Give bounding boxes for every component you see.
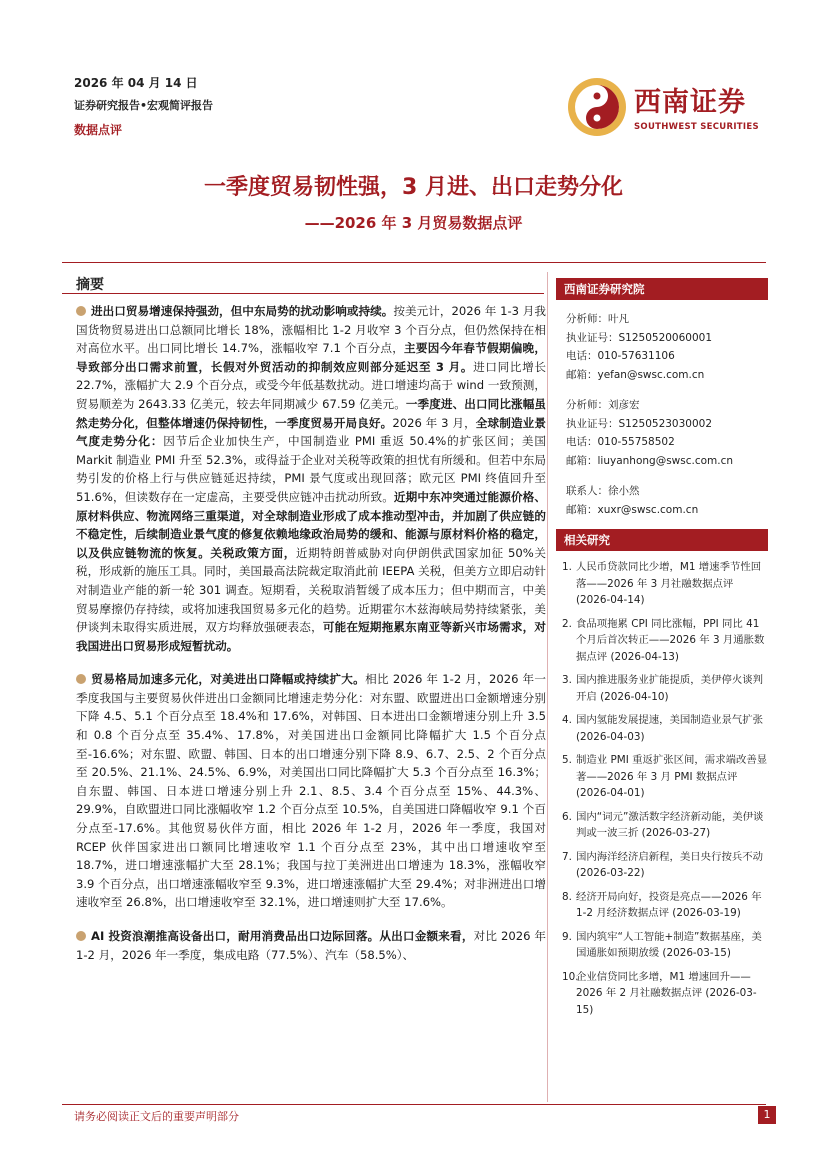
bold-text: 全球制造业景气度走势分化：	[76, 415, 546, 449]
related-item-number: 5.	[562, 754, 572, 766]
related-item-number: 8.	[562, 890, 572, 903]
related-item-text: 国内氢能发展提速，美国制造业景气扩张 (2026-04-03)	[576, 714, 764, 743]
related-item-text: 制造业 PMI 重返扩张区间，需求端改善显著——2026 年 3 月 PMI 数据点评 (2026-04-01)	[576, 754, 768, 799]
bold-text: 可能在短期拖累东南亚等新兴市场需求，对我国进出口贸易形成短暂扰动。	[76, 620, 546, 653]
abstract-divider	[62, 293, 544, 294]
body-text: 2026 年 3 月，	[392, 415, 476, 430]
column-divider	[547, 272, 548, 1102]
analyst-info-row: 分析师：刘彦宏	[566, 399, 640, 411]
related-research-item[interactable]	[556, 849, 768, 882]
analyst-gap	[556, 470, 768, 482]
related-research-title: 相关研究	[556, 529, 768, 551]
related-research-item[interactable]	[556, 559, 768, 609]
abstract-heading: 摘要	[76, 277, 104, 293]
analyst-info-row: 执业证号：S1250520060001	[566, 331, 713, 344]
related-item-text: 人民币贷款同比少增，M1 增速季节性回落——2026 年 3 月社融数据点评 (2026-04-14)	[576, 561, 762, 606]
report-subtitle: ——2026 年 3 月贸易数据点评	[304, 214, 523, 232]
bold-text: 进出口贸易增速保持强劲，但中东局势的扰动影响或持续。	[91, 304, 394, 318]
abstract-paragraph	[76, 302, 546, 655]
bold-text: 贸易格局加速多元化，对美进出口降幅或持续扩大。	[91, 672, 366, 687]
related-research-item[interactable]	[556, 752, 768, 802]
related-item-text: 国内海洋经济启新程，美日央行按兵不动 (2026-03-22)	[576, 850, 764, 879]
bullet-icon	[76, 931, 86, 941]
report-title: 一季度贸易韧性强，3 月进、出口走势分化	[204, 175, 623, 200]
related-research-item[interactable]	[556, 969, 768, 1019]
related-item-number: 1.	[562, 561, 572, 573]
related-item-number: 6.	[562, 810, 572, 823]
logo-english-name: SOUTHWEST SECURITIES	[634, 122, 759, 132]
analyst-info-row: 联系人：徐小然	[566, 485, 640, 497]
related-item-number: 4.	[562, 714, 572, 726]
logo-emblem-icon	[566, 76, 628, 138]
body-text: 按美元计，2026 年 1-3 月我国货物贸易进出口总额同比增长 18%，涨幅相比 1-2 月收窄 3 个百分点，但仍然保持在相对高位水平。出口同比增长 14.7%，涨幅收窄 7.1 个百分点，	[76, 304, 546, 356]
body-text: 进口同比增长 22.7%，涨幅扩大 2.9 个百分点，或受今年低基数扰动。进口增速均高于 wind 一致预测，贸易顺差为 2643.33 亿美元，较去年同期减少 67.59 亿美元。	[76, 359, 546, 411]
related-research-item[interactable]	[556, 616, 768, 666]
related-research-item[interactable]	[556, 712, 768, 745]
related-item-number: 7.	[562, 850, 572, 863]
bullet-icon	[76, 306, 86, 316]
sidebar	[556, 278, 768, 1025]
related-item-text: 食品项拖累 CPI 同比涨幅，PPI 同比 41 个月后首次转正——2026 年 3 月通胀数据点评 (2026-04-13)	[576, 617, 765, 663]
bold-text: 近期中东冲突通过能源价格、原材料供应、物流网络三重渠道，对全球制造业形成了成本推动型冲击，并加剧了供应链的不稳定性，后续制造业景气度的修复依赖地缘政治局势的缓和、能源与原材料价格的稳定，以及供应链物流的恢复。关税政策方面，	[76, 489, 546, 560]
analyst-info-row: 邮箱：liuyanhong@swsc.com.cn	[566, 454, 734, 467]
abstract-body	[76, 302, 546, 979]
logo-chinese-name: 西南证券	[634, 87, 746, 118]
bullet-icon	[76, 674, 86, 684]
body-text: 近期特朗普威胁对向伊朗供武国家加征 50%关税，形成新的施压工具。同时，美国最高法院裁定取消此前 IEEPA 关税，但美方立即启动针对制造业产能的新一轮 301 调查。短期看，关税取消暂缓了成本压力；但中期而言，中美贸易摩擦仍存持续，或将加速我国贸易多元化的趋势。近期霍尔木兹海峡局势持续紧张，美伊谈判未取得实质进展，双方均释放强硬表态，	[76, 545, 546, 635]
company-logo	[566, 72, 776, 142]
abstract-paragraph	[76, 927, 546, 964]
analyst-info-row: 执业证号：S1250523030002	[566, 417, 713, 430]
bold-text: 一季度进、出口同比涨幅虽然走势分化，但整体增速仍保持韧性，一季度贸易开局良好。	[76, 396, 546, 430]
related-item-number: 9.	[562, 930, 572, 943]
related-item-number: 3.	[562, 674, 572, 686]
related-item-text: 国内推进服务业扩能提质，美伊停火谈判开启 (2026-04-10)	[576, 674, 764, 703]
related-research-item[interactable]	[556, 889, 768, 922]
related-item-number: 10.	[562, 970, 579, 983]
related-research-item[interactable]	[556, 929, 768, 962]
related-research-list	[556, 559, 768, 1018]
disclaimer-note: 请务必阅读正文后的重要声明部分	[74, 1110, 239, 1123]
page-number: 1	[758, 1106, 776, 1124]
bold-text: AI 投资浪潮推高设备出口，耐用消费品出口边际回落。从出口金额来看，	[91, 929, 474, 943]
related-item-number: 2.	[562, 617, 572, 630]
analyst-info-row: 分析师：叶凡	[566, 313, 629, 325]
related-item-text: 国内筑牢“人工智能+制造”数据基座，美国通胀如预期放缓 (2026-03-15)	[576, 930, 762, 959]
related-item-text: 经济开局向好，投资是亮点——2026 年 1-2 月经济数据点评 (2026-03-19)	[576, 890, 762, 919]
report-type: 证券研究报告•宏观简评报告	[74, 99, 214, 112]
related-research-item[interactable]	[556, 809, 768, 842]
related-item-text: 国内“词元”激活数字经济新动能，美伊谈判或一波三折 (2026-03-27)	[576, 810, 764, 839]
analyst-info-row: 邮箱：yefan@swsc.com.cn	[566, 368, 705, 381]
body-text: 相比 2026 年 1-2 月，2026 年一季度我国与主要贸易伙伴进出口金额同比增速走势分化：对东盟、欧盟进出口金额增速分别下降 4.5、5.1 个百分点至 18.4%和 17.6%，对韩国、日本进出口金额增速分别上升 3.5 和 0.8 个百分点至 35.4%、17.8%，对美国进出口金额同比降幅扩大 1.5 个百分点至-16.6%；对东盟、欧盟、韩国、日本的出口增速分别下降 8.9、6.7、2.5、2 个百分点至 20.5%、21.1%、24.5%、6.9%，对美国出口同比降幅扩大 5.3 个百分点至 16.3%；自东盟、韩国、日本进口增速分别上升 2.1、8.5、3.4 个百分点至 15%、44.3%、29.9%，自欧盟进口同比涨幅收窄 1.2 个百分点至 10.5%，自美国进口降幅收窄 9.1 个百分点至-17.6%。其他贸易伙伴方面，相比 2026 年 1-2 月，2026 年一季度，我国对 RCEP 伙伴国家进出口额同比增速收窄 1.1 个百分点至 23%，其中出口增速收窄至 18.7%，进口增速涨幅扩大至 28.1%；我国与拉丁美洲进出口增速为 18.3%，涨幅收窄 3.9 个百分点，出口增速涨幅收窄至 9.3%，进口增速涨幅扩大至 29.4%；对非洲进出口增速收窄至 26.8%，出口增速收窄至 32.1%，进口增速则扩大至 17.6%。	[76, 672, 546, 910]
footer-divider	[62, 1104, 766, 1105]
analyst-list	[556, 310, 768, 519]
bold-text: 主要因今年春节假期偏晚，导致部分出口需求前置，长假对外贸活动的抑制效应则部分延迟至 3 月。	[76, 341, 546, 374]
analyst-info-row: 电话：010-55758502	[566, 436, 675, 448]
analyst-gap	[556, 384, 768, 396]
report-category: 数据点评	[74, 123, 123, 137]
body-text: 因节后企业加快生产，中国制造业 PMI 重返 50.4%的扩张区间；美国 Markit 制造业 PMI 升至 52.3%，或得益于企业对关税等政策的担忧有所缓和。但若中东局势引发的价格上行与供应链延迟持续，PMI 景气度或出现回落；欧元区 PMI 终值回升至 51.6%，但读数存在一定虚高，主要受供应链冲击扰动所致。	[76, 434, 546, 504]
header-divider	[62, 262, 766, 263]
related-item-text: 企业信贷同比多增，M1 增速回升——2026 年 2 月社融数据点评 (2026-03-15)	[576, 970, 757, 1016]
analyst-info-row: 电话：010-57631106	[566, 350, 675, 362]
body-text: 对比 2026 年 1-2 月，2026 年一季度，集成电路（77.5%）、汽车（58.5%）、	[76, 929, 546, 962]
report-date: 2026 年 04 月 14 日	[74, 76, 198, 90]
research-institute-title: 西南证券研究院	[556, 278, 768, 300]
analyst-info-row: 邮箱：xuxr@swsc.com.cn	[566, 503, 699, 516]
related-research-item[interactable]	[556, 672, 768, 705]
abstract-paragraph	[76, 670, 546, 912]
